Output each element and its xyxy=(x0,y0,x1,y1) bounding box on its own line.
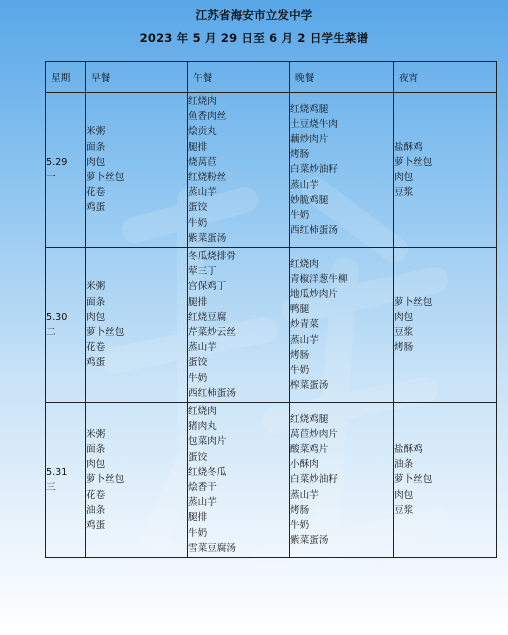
menu-item: 西红柿蛋汤 xyxy=(188,387,236,399)
menu-item: 花卷 xyxy=(86,489,106,501)
menu-item: 牛奶 xyxy=(188,372,208,384)
menu-item: 鱼香肉丝 xyxy=(188,111,227,123)
lunch-cell xyxy=(188,93,290,248)
menu-item: 蒸山芋 xyxy=(188,497,217,509)
header-row xyxy=(46,62,497,93)
menu-item: 烤肠 xyxy=(290,349,310,361)
col-breakfast: 早餐 xyxy=(86,62,188,93)
menu-item: 萝卜丝包 xyxy=(86,172,125,183)
day-date: 5.30 xyxy=(46,311,68,323)
menu-item: 米粥 xyxy=(86,428,106,440)
school-title: 江苏省海安市立发中学 xyxy=(195,8,313,22)
menu-item: 腿排 xyxy=(188,512,208,524)
menu-item: 烤肠 xyxy=(290,504,310,516)
menu-item: 冬瓜烧排骨 xyxy=(188,250,236,262)
menu-item: 莴苣炒肉片 xyxy=(290,428,338,440)
day-date: 5.29 xyxy=(46,156,68,168)
menu-item: 红烧肉 xyxy=(290,258,319,270)
menu-item: 烩香干 xyxy=(188,482,217,493)
breakfast-cell xyxy=(86,93,188,248)
dinner-cell xyxy=(290,93,394,248)
menu-item: 肉包 xyxy=(86,459,106,471)
menu-item: 盐酥鸡 xyxy=(394,141,423,153)
late-snack-cell xyxy=(394,93,497,248)
menu-item: 豆浆 xyxy=(394,187,414,199)
menu-item: 芹菜炒云丝 xyxy=(188,327,236,338)
menu-item: 红烧粉丝 xyxy=(188,172,227,183)
day-weekday: 二 xyxy=(46,327,56,338)
menu-item: 肉包 xyxy=(394,311,414,323)
menu-item: 包菜肉片 xyxy=(188,436,227,448)
dinner-cell xyxy=(290,248,394,403)
menu-item: 肉包 xyxy=(394,489,414,501)
menu-item: 地瓜炒肉片 xyxy=(290,288,338,300)
menu-item: 油条 xyxy=(394,459,414,471)
menu-item: 鸡蛋 xyxy=(86,357,106,369)
table-row xyxy=(46,248,497,403)
day-weekday: 一 xyxy=(46,172,56,183)
menu-item: 米粥 xyxy=(86,126,106,138)
menu-item: 蒸山芋 xyxy=(188,342,217,354)
col-dinner: 晚餐 xyxy=(290,62,394,93)
menu-item: 猪肉丸 xyxy=(188,421,217,433)
lunch-cell xyxy=(188,403,290,558)
day-cell xyxy=(46,93,86,248)
menu-item: 白菜炒油籽 xyxy=(290,474,338,486)
menu-item: 蒸山芋 xyxy=(290,334,319,346)
menu-item: 面条 xyxy=(86,141,106,153)
day-weekday: 三 xyxy=(46,482,56,493)
menu-item: 红烧肉 xyxy=(188,405,217,417)
menu-item: 西红柿蛋汤 xyxy=(290,225,338,237)
table-row xyxy=(46,403,497,558)
menu-item: 蒸山芋 xyxy=(290,489,319,501)
late-snack-cell xyxy=(394,248,497,403)
menu-item: 豆浆 xyxy=(394,327,414,338)
breakfast-cell xyxy=(86,403,188,558)
menu-item: 萝卜丝包 xyxy=(86,327,125,338)
col-lunch: 午餐 xyxy=(188,62,290,93)
late-snack-cell xyxy=(394,403,497,558)
menu-item: 牛奶 xyxy=(290,520,310,531)
menu-item: 红烧鸡腿 xyxy=(290,103,329,115)
menu-item: 蛋饺 xyxy=(188,202,208,214)
menu-item: 妙脆鸡腿 xyxy=(290,194,329,206)
menu-item: 蒸山芋 xyxy=(290,179,319,191)
menu-item: 宫保鸡丁 xyxy=(188,281,227,293)
menu-item: 萝卜丝包 xyxy=(86,474,125,486)
menu-item: 红烧肉 xyxy=(188,95,217,107)
menu-item: 榨菜蛋汤 xyxy=(290,380,329,392)
menu-item: 炒青菜 xyxy=(290,319,319,331)
day-date: 5.31 xyxy=(46,466,68,478)
table-row xyxy=(46,93,497,248)
col-weekday: 星期 xyxy=(46,62,86,93)
menu-item: 荤三丁 xyxy=(188,266,217,278)
menu-item: 青椒洋葱牛柳 xyxy=(290,273,348,285)
menu-item: 小酥肉 xyxy=(290,459,319,471)
menu-item: 白菜炒油籽 xyxy=(290,164,338,176)
menu-item: 雪菜豆腐汤 xyxy=(188,542,236,554)
lunch-cell xyxy=(188,248,290,403)
day-cell xyxy=(46,248,86,403)
menu-item: 牛奶 xyxy=(188,527,208,539)
menu-item: 肉包 xyxy=(394,172,414,183)
menu-item: 肉包 xyxy=(86,156,106,168)
menu-item: 烧莴苣 xyxy=(188,156,217,168)
menu-item: 豆浆 xyxy=(394,504,414,516)
menu-item: 鸡蛋 xyxy=(86,202,106,214)
menu-item: 花卷 xyxy=(86,342,106,354)
menu-item: 面条 xyxy=(86,296,106,308)
menu-item: 蛋饺 xyxy=(188,451,208,463)
menu-table xyxy=(45,61,497,558)
menu-item: 牛奶 xyxy=(290,365,310,376)
menu-item: 烤肠 xyxy=(290,149,310,161)
menu-item: 腿排 xyxy=(188,141,208,153)
menu-item: 土豆烧牛肉 xyxy=(290,118,338,130)
menu-item: 烩贡丸 xyxy=(188,126,217,138)
menu-item: 红烧冬瓜 xyxy=(188,466,227,478)
menu-item: 酸菜鸡片 xyxy=(290,443,329,455)
menu-item: 面条 xyxy=(86,443,106,455)
menu-item: 紫菜蛋汤 xyxy=(290,535,329,547)
menu-item: 蒸山芋 xyxy=(188,187,217,199)
menu-item: 油条 xyxy=(86,504,106,516)
menu-item: 牛奶 xyxy=(188,217,208,229)
menu-item: 萝卜丝包 xyxy=(394,474,433,486)
col-late-snack: 夜宵 xyxy=(394,62,497,93)
menu-item: 腿排 xyxy=(188,296,208,308)
menu-item: 肉包 xyxy=(86,311,106,323)
menu-item: 红烧鸡腿 xyxy=(290,413,329,425)
menu-item: 鸡蛋 xyxy=(86,520,106,531)
menu-item: 盐酥鸡 xyxy=(394,443,423,455)
dinner-cell xyxy=(290,403,394,558)
day-cell xyxy=(46,403,86,558)
breakfast-cell xyxy=(86,248,188,403)
menu-item: 米粥 xyxy=(86,281,106,293)
menu-item: 鸭腿 xyxy=(290,304,310,316)
menu-item: 萝卜丝包 xyxy=(394,156,433,168)
menu-item: 烤肠 xyxy=(394,342,414,354)
menu-item: 萝卜丝包 xyxy=(394,296,433,308)
menu-subtitle: 2023 年 5 月 29 日至 6 月 2 日学生菜谱 xyxy=(139,31,369,45)
menu-item: 紫菜蛋汤 xyxy=(188,232,227,244)
menu-item: 红烧豆腐 xyxy=(188,311,227,323)
menu-item: 花卷 xyxy=(86,187,106,199)
menu-item: 藕炒肉片 xyxy=(290,133,329,145)
menu-item: 蛋饺 xyxy=(188,357,208,369)
menu-item: 牛奶 xyxy=(290,210,310,221)
